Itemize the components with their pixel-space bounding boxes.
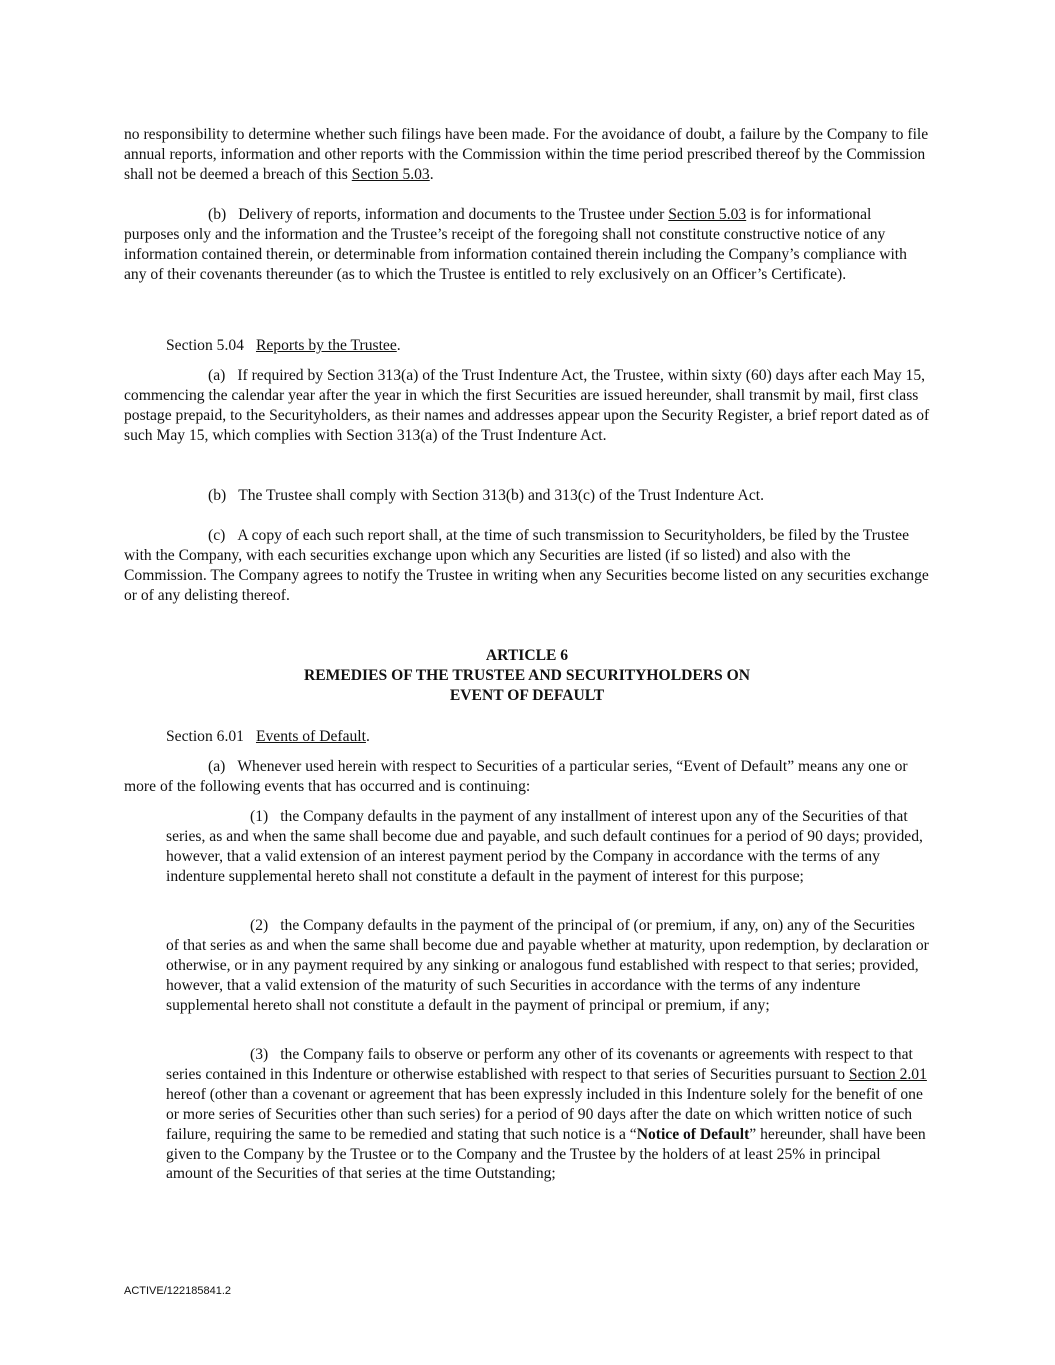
article-title-line-2: EVENT OF DEFAULT — [449, 686, 605, 704]
article-number: ARTICLE 6 — [485, 647, 569, 664]
section-6-01-title: Events of Default — [255, 728, 366, 745]
section-5-03-link[interactable]: Section 5.03 — [351, 165, 430, 183]
document-id-footer: ACTIVE/122185841.2 — [124, 1285, 232, 1297]
article-title-line-1: REMEDIES OF THE TRUSTEE AND SECURITYHOLDERS ON — [304, 666, 750, 684]
paragraph-5-04-b: (b) The Trustee shall comply with Section 313(b) and 313(c) of the Trust Indenture Act. — [208, 487, 764, 504]
section-5-04-heading: Section 5.04 Reports by the Trustee. — [166, 337, 401, 354]
section-5-03-link[interactable]: Section 5.03 — [668, 206, 747, 223]
notice-of-default-term: Notice of Default — [636, 1125, 750, 1143]
paragraph-5-04-c: (c) A copy of each such report shall, at the time of such transmission to Securityholders, be filed by the Trustee with the Company, with each securities exchange upon which any Securities are listed (if so listed) and also with the Commission. The Company agrees to notify the Trustee in writing when any Securities become listed on any securities exchange or of any delisting thereof. — [124, 527, 929, 604]
section-2-01-link[interactable]: Section 2.01 — [848, 1065, 927, 1083]
paragraph-filings: no responsibility to determine whether such filings have been made. For the avoidance of doubt, a failure by the Company to file annual reports, information and other reports with the Commission within the time period prescribed thereof by the Commission shall not be deemed a breach of this Section 5.03. — [124, 126, 929, 183]
event-of-default-item-1: (1) the Company defaults in the payment of any installment of interest upon any of the Securities of that series, as and when the same shall become due and payable, and such default continues for a period of 90 days; provided, however, that a valid extension of an interest payment period by the Company in accordance with the terms of any indenture supplemental hereto shall not constitute a default in the payment of interest for this purpose; — [166, 808, 923, 885]
section-6-01-heading: Section 6.01 Events of Default. — [166, 728, 370, 745]
event-of-default-item-3: (3) the Company fails to observe or perform any other of its covenants or agreements with respect to that series contained in this Indenture or otherwise established with respect to that series of Securities pursuant to Section 2.01 hereof (other than a covenant or agreement that has been expressly included in this Indenture solely for the benefit of one or more series of Securities other than such series) for a period of 90 days after the date on which written notice of such failure, requiring the same to be remedied and stating that such notice is a “Notice of Default” hereunder, shall have been given to the Company by the Trustee or to the Company and the Trustee by the holders of at least 25% in principal amount of the Securities of that series at the time Outstanding; — [166, 1046, 927, 1183]
paragraph-5-03-b: (b) Delivery of reports, information and documents to the Trustee under Section 5.03 is for informational purposes only and the information and the Trustee’s receipt of the foregoing shall not constitute constructive notice of any information contained therein, or determinable from information contained therein including the Company’s compliance with any of their covenants thereunder (as to which the Trustee is entitled to rely exclusively on an Officer’s Certificate). — [124, 206, 907, 283]
event-of-default-item-2: (2) the Company defaults in the payment of the principal of (or premium, if any, on) any of the Securities of that series as and when the same shall become due and payable whether at maturity, upon redemption, by declaration or otherwise, or in any payment required by any sinking or analogous fund established with respect to that series; provided, however, that a valid extension of the maturity of such Securities in accordance with the terms of any indenture supplemental hereto shall not constitute a default in the payment of principal or premium, if any; — [166, 917, 929, 1014]
article-6-heading — [124, 646, 930, 706]
paragraph-6-01-a: (a) Whenever used herein with respect to Securities of a particular series, “Event of Default” means any one or more of the following events that has occurred and is continuing: — [124, 758, 908, 795]
section-5-04-title: Reports by the Trustee — [255, 337, 397, 354]
paragraph-5-04-a: (a) If required by Section 313(a) of the Trust Indenture Act, the Trustee, within sixty (60) days after each May 15, commencing the calendar year after the year in which the first Securities are issued hereunder, shall transmit by mail, first class postage prepaid, to the Securityholders, as their names and addresses appear upon the Security Register, a brief report dated as of such May 15, which complies with Section 313(a) of the Trust Indenture Act. — [124, 367, 930, 444]
